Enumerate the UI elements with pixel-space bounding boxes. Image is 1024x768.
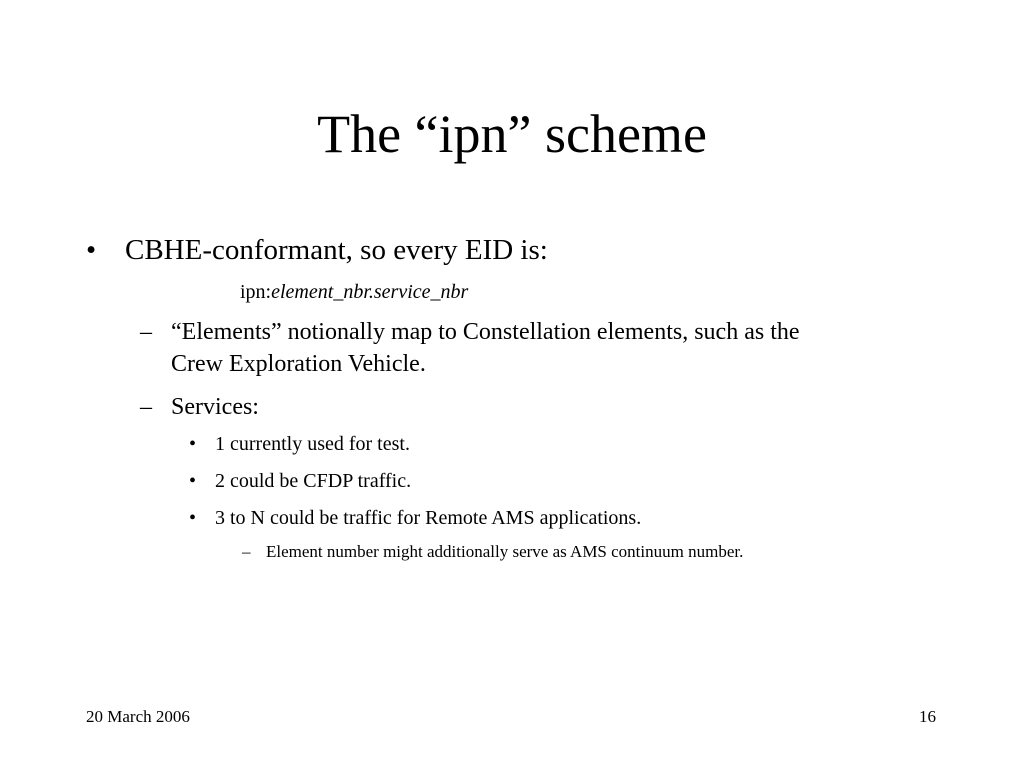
- sub-bullet-text: “Elements” notionally map to Constellation elements, such as the: [171, 319, 800, 345]
- footer-page-number: 16: [919, 707, 936, 726]
- eid-prefix: ipn:: [240, 281, 272, 303]
- service-bullet-marker: •: [189, 507, 197, 529]
- service-item: 3 to N could be traffic for Remote AMS applications.: [215, 507, 642, 529]
- bullet-text: CBHE-conformant, so every EID is:: [125, 234, 548, 266]
- sub-bullet-text: Services:: [171, 394, 259, 420]
- detail-text: Element number might additionally serve as AMS continuum number.: [266, 542, 744, 561]
- bullet-marker: •: [86, 234, 97, 266]
- eid-rest: element_nbr.service_nbr: [271, 281, 469, 303]
- sub-bullet-text-continued: Crew Exploration Vehicle.: [171, 351, 426, 377]
- service-bullet-marker: •: [189, 470, 197, 492]
- detail-bullet-marker: –: [242, 542, 251, 561]
- eid-syntax: [240, 280, 468, 304]
- footer-date: 20 March 2006: [86, 707, 190, 726]
- sub-bullet-marker: –: [140, 319, 152, 345]
- slide-title: The “ipn” scheme: [317, 104, 707, 164]
- service-bullet-marker: •: [189, 433, 197, 455]
- sub-bullet-marker: –: [140, 394, 152, 420]
- service-item: 1 currently used for test.: [215, 433, 410, 455]
- service-item: 2 could be CFDP traffic.: [215, 470, 412, 492]
